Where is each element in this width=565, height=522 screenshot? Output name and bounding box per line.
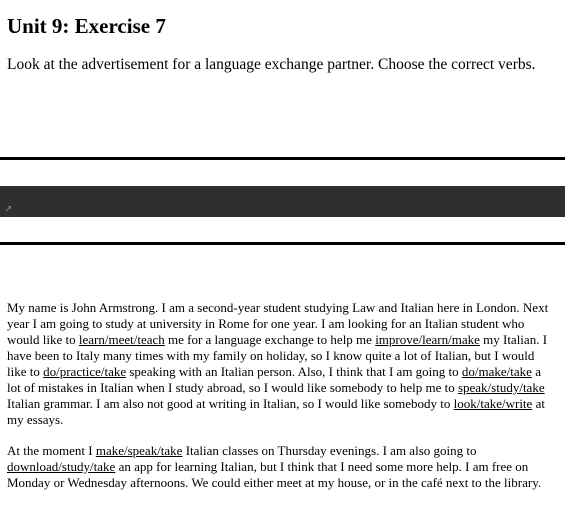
verb-choice[interactable]: make/speak/take — [95, 443, 183, 458]
passage-text: a lot of mistakes in Italian when I study abroad, so I would like somebody to help me to — [7, 364, 541, 395]
exercise-title: Unit 9: Exercise 7 — [7, 14, 166, 38]
divider-bottom — [0, 242, 565, 245]
passage-text: me for a language exchange to help me — [164, 332, 376, 347]
verb-choice[interactable]: do/practice/take — [43, 364, 127, 379]
verb-choice[interactable]: do/make/take — [461, 364, 532, 379]
passage-text: at my essays. — [7, 396, 545, 427]
passage-text: Italian grammar. I am also not good at writing in Italian, so I would like somebody to — [7, 396, 454, 411]
passage-text: My name is John Armstrong. I am a second-year student studying Law and Italian here in London. Next year I am going to study at university in Rome for one year. I am looking for an Italian student who would like to — [7, 300, 549, 347]
verb-choice[interactable]: download/study/take — [7, 459, 116, 474]
divider-top — [0, 157, 565, 160]
passage-text: Italian classes on Thursday evenings. I am also going to — [182, 443, 477, 458]
paragraph-2 — [7, 443, 555, 491]
dark-bar — [0, 186, 565, 217]
passage-text: an app for learning Italian, but I think that I need some more help. I am free on Monday or Wednesday afternoons. We could either meet at my house, or in the café next to the library. — [7, 459, 542, 490]
paragraph-1 — [7, 300, 555, 428]
passage-text: my Italian. I have been to Italy many times with my family on holiday, so I know quite a lot of Italian, but I would like to — [7, 332, 548, 379]
verb-choice[interactable]: speak/study/take — [457, 380, 545, 395]
advertisement-passage — [7, 300, 555, 506]
passage-text: speaking with an Italian person. Also, I think that I am going to — [126, 364, 462, 379]
resize-handle-icon: ↗ — [4, 204, 13, 215]
passage-text: At the moment I — [7, 443, 96, 458]
instructions: Look at the advertisement for a language exchange partner. Choose the correct verbs. — [7, 56, 536, 73]
verb-choice[interactable]: look/take/write — [453, 396, 533, 411]
verb-choice[interactable]: learn/meet/teach — [78, 332, 165, 347]
verb-choice[interactable]: improve/learn/make — [375, 332, 480, 347]
